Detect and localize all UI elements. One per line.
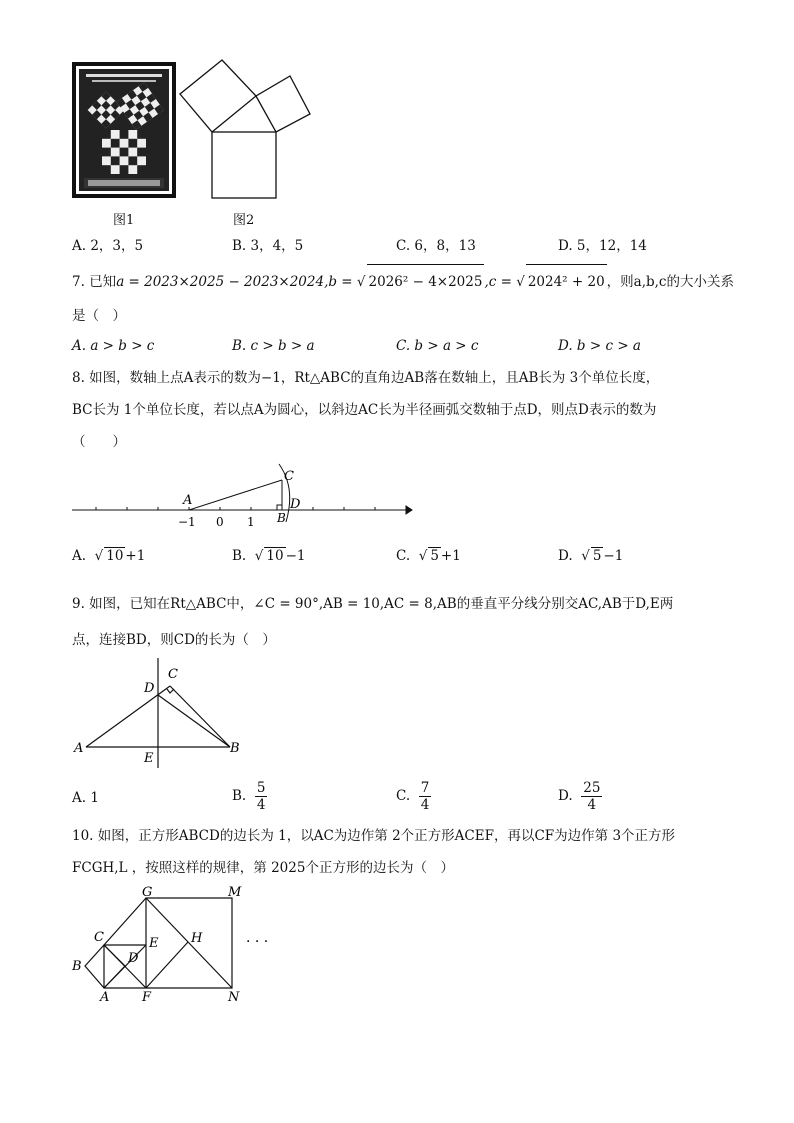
- figure-2-pythagoras: [178, 58, 318, 203]
- q7-option-c[interactable]: C. b > a > c: [396, 338, 479, 354]
- q10-line1: 10. 如图，正方形ABCD的边长为 1，以AC为边作第 2个正方形ACEF，再以CF为边作第 3个正方形: [72, 828, 676, 844]
- q7-suffix: ，则a,b,c的大小关系: [606, 274, 734, 290]
- q8-option-c[interactable]: C. √ 5 +1: [396, 548, 461, 564]
- q10-label-f: F: [142, 990, 152, 1004]
- q9-option-d[interactable]: D. $\frac{25}{4}$: [558, 780, 601, 813]
- q7-option-d[interactable]: D. b > c > a: [558, 338, 641, 354]
- q7-number: 7.: [72, 274, 85, 290]
- q10-label-c: C: [94, 930, 104, 945]
- q8-tick-0: 0: [216, 515, 224, 529]
- q10-label-d: D: [128, 951, 139, 966]
- q6-option-a[interactable]: A. 2，3，5: [72, 238, 144, 254]
- q10-label-h: H: [191, 931, 203, 946]
- q9-label-a: A: [74, 741, 84, 756]
- q9-line1: 9. 如图，已知在Rt△ABC中，∠C = 90°,AB = 10,AC = 8,AB的垂直平分线分别交AC,AB于D,E两: [72, 596, 674, 612]
- q7-line2: 是（ ）: [72, 308, 126, 324]
- figure-2-caption: 图2: [233, 213, 255, 228]
- q8-tick-neg1: −1: [178, 515, 196, 529]
- q7-b-radicand: 2026² − 4×2025: [367, 264, 485, 299]
- question-10: [72, 820, 732, 884]
- q8-line2: BC长为 1个单位长度，若以点A为圆心，以斜边AC长为半径画弧交数轴于点D，则点D表示的数为: [72, 402, 657, 418]
- q8-option-b[interactable]: B. √ 10 −1: [232, 548, 306, 564]
- figure-1-caption: 图1: [113, 213, 135, 228]
- figure-1-stamp: [72, 62, 176, 198]
- question-7: [72, 264, 732, 333]
- q9-label-c: C: [168, 667, 178, 682]
- q9-option-c[interactable]: C. $\frac{7}{4}$: [396, 780, 430, 813]
- q8-tick-1: 1: [247, 515, 255, 529]
- q9-option-a[interactable]: A. 1: [72, 790, 99, 806]
- q8-option-a[interactable]: A. √ 10 +1: [72, 548, 146, 564]
- q10-label-b: B: [72, 959, 82, 974]
- q7-prefix: 已知: [89, 274, 117, 290]
- q9-label-e: E: [144, 751, 154, 766]
- q9-label-d: D: [144, 681, 155, 696]
- q8-number-line-figure: [70, 458, 420, 536]
- q6-options: [72, 234, 732, 258]
- stamp-image: [72, 62, 176, 198]
- q6-option-b[interactable]: B. 3，4，5: [232, 238, 304, 254]
- q10-continuation-dots: · · ·: [246, 934, 269, 950]
- q7-option-b[interactable]: B. c > b > a: [232, 338, 315, 354]
- q9-line2: 点，连接BD，则CD的长为（ ）: [72, 632, 276, 648]
- q7-a-expr: a = 2023×2025 − 2023×2024,: [116, 274, 329, 290]
- q10-label-m: M: [228, 885, 242, 900]
- q10-label-g: G: [142, 885, 153, 900]
- question-8: [72, 362, 732, 458]
- q7-c-lhs: ,c =: [484, 274, 517, 290]
- pythagoras-diagram: [178, 58, 318, 203]
- question-9: [72, 586, 732, 658]
- q8-label-c: C: [284, 469, 294, 484]
- q10-squares-figure: [68, 884, 288, 1008]
- q7-line1: 7. 已知a = 2023×2025 − 2023×2024,b = √ 2026² − 4×2025 ,c = √ 2024² + 20 ，则a,b,c的大小关系: [72, 264, 732, 299]
- q8-line3: （ ）: [72, 434, 126, 450]
- q6-option-c[interactable]: C. 6，8，13: [396, 238, 476, 254]
- q8-option-d[interactable]: D. √ 5 −1: [558, 548, 624, 564]
- q10-label-e: E: [149, 936, 159, 951]
- q8-options: [72, 547, 732, 571]
- q8-label-d: D: [290, 497, 301, 512]
- q9-option-b[interactable]: B. $\frac{5}{4}$: [232, 780, 266, 813]
- q7-option-a[interactable]: A. a > b > c: [72, 338, 155, 354]
- q9-label-b: B: [230, 741, 240, 756]
- q7-c-radicand: 2024² + 20: [526, 264, 607, 299]
- q8-label-b: B: [277, 511, 286, 525]
- q10-line2: FCGH,L ，按照这样的规律，第 2025个正方形的边长为（ ）: [72, 860, 454, 876]
- q7-options: [72, 338, 732, 362]
- q6-option-d[interactable]: D. 5，12，14: [558, 238, 647, 254]
- q9-triangle-figure: [70, 656, 250, 772]
- q8-line1: 8. 如图，数轴上点A表示的数为−1，Rt△ABC的直角边AB落在数轴上，且AB长为 3个单位长度，: [72, 370, 660, 386]
- q10-label-a: A: [100, 990, 110, 1004]
- q8-label-a: A: [183, 493, 193, 508]
- q10-label-n: N: [228, 990, 240, 1004]
- q7-b-lhs: b =: [328, 274, 357, 290]
- q9-options: [72, 780, 732, 820]
